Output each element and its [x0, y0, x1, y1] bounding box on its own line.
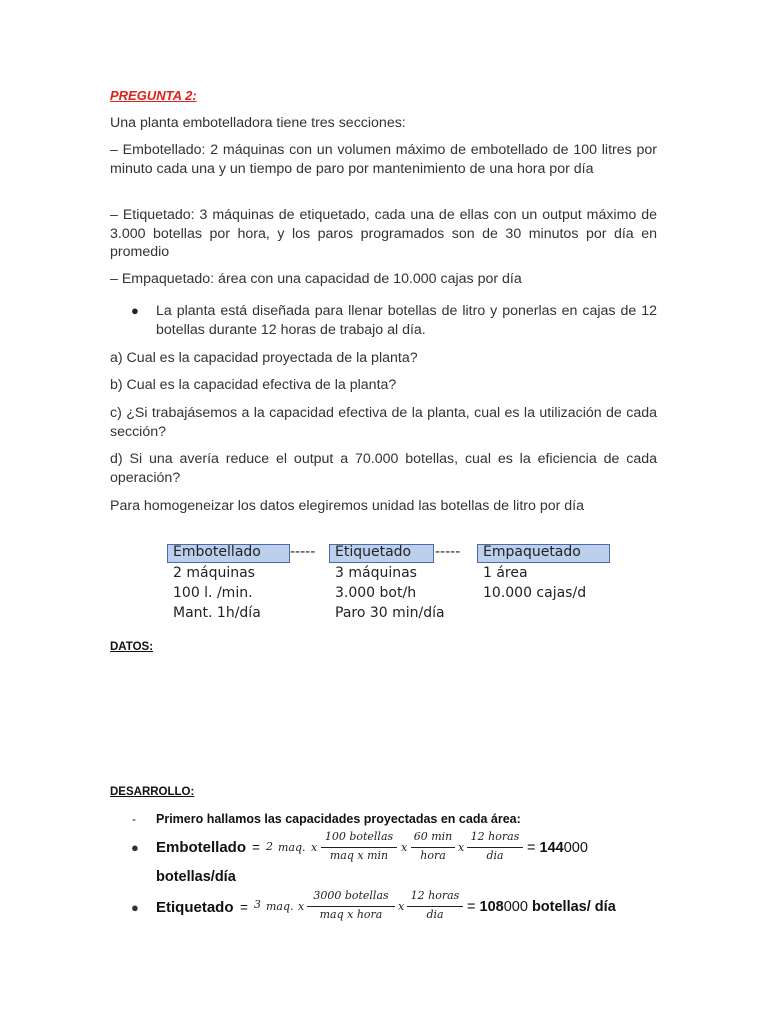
- times-sign: x: [398, 900, 405, 913]
- unit-maq: maq.: [278, 841, 306, 854]
- header-empaquetado: Empaquetado: [483, 544, 581, 560]
- fraction-bar: [407, 906, 463, 907]
- question-c: c) ¿Si trabajásemos a la capacidad efectiva de la planta, cual es la utilización de cada sección?: [110, 405, 657, 440]
- cell: 2 máquinas: [173, 565, 255, 581]
- cell: Mant. 1h/día: [173, 605, 261, 621]
- fraction-numerator: 100 botellas: [324, 830, 394, 843]
- fraction-numerator: 60 min: [413, 830, 453, 843]
- fraction-bar: [467, 847, 523, 848]
- fraction-denominator: maq x min: [329, 849, 389, 862]
- cell: 10.000 cajas/d: [483, 585, 587, 601]
- question-b: b) Cual es la capacidad efectiva de la planta?: [110, 377, 397, 393]
- cell: 3.000 bot/h: [335, 585, 417, 601]
- section-empaquetado-text: – Empaquetado: área con una capacidad de 10.000 cajas por día: [110, 271, 522, 287]
- fraction-bar: [411, 847, 455, 848]
- bullet-icon: ●: [131, 900, 139, 915]
- coef: 2: [266, 840, 273, 853]
- fraction-numerator: 12 horas: [410, 889, 460, 902]
- question-d: d) Si una avería reduce el output a 70.000 botellas, cual es la eficiencia de cada operación?: [110, 451, 657, 486]
- fraction-hours-per-day: [467, 830, 523, 866]
- header-embotellado: Embotellado: [173, 544, 261, 560]
- emb-result-unit: botellas/día: [156, 869, 236, 885]
- desarrollo-heading: DESARROLLO:: [110, 786, 195, 798]
- bullet-text: La planta está diseñada para llenar botellas de litro y ponerlas en cajas de 12 botellas durante 12 horas de trabajo al día.: [156, 303, 657, 338]
- bullet-icon: ●: [131, 303, 139, 318]
- question-title: PREGUNTA 2:: [110, 88, 197, 103]
- bullet-icon: ●: [131, 840, 139, 855]
- fraction-bottles-per-hour: [307, 889, 395, 925]
- fraction-numerator: 3000 botellas: [313, 889, 389, 902]
- cell: Paro 30 min/día: [335, 605, 445, 621]
- cell: 3 máquinas: [335, 565, 417, 581]
- datos-heading: DATOS:: [110, 641, 154, 653]
- cell: 100 l. /min.: [173, 585, 253, 601]
- times-sign: x: [458, 841, 465, 854]
- eti-result: = 108000 botellas/ día: [467, 899, 616, 915]
- fraction-denominator: maq x hora: [319, 908, 383, 921]
- section-etiquetado-text: – Etiquetado: 3 máquinas de etiquetado, cada una de ellas con un output máximo de 3.000 botellas por hora, y los paros programados son de 30 minutos por día en promedio: [110, 207, 657, 260]
- times-sign: x: [311, 841, 318, 854]
- fraction-denominator: dia: [426, 908, 444, 921]
- fraction-bottles-per-min: [321, 830, 397, 866]
- emb-result: = 144000: [527, 840, 588, 856]
- intro-text: Una planta embotelladora tiene tres secciones:: [110, 115, 406, 131]
- fraction-min-per-hour: [411, 830, 455, 866]
- fraction-hours-per-day: [407, 889, 463, 925]
- unit-maq: maq.: [266, 900, 294, 913]
- process-diagram: [167, 542, 627, 632]
- header-etiquetado: Etiquetado: [335, 544, 412, 560]
- fraction-bar: [307, 906, 395, 907]
- emb-label: Embotellado: [156, 839, 247, 856]
- intro-marker: -: [132, 812, 136, 826]
- equals-sign: =: [240, 900, 248, 915]
- cell: 1 área: [483, 565, 528, 581]
- equals-sign: =: [252, 840, 260, 855]
- fraction-denominator: dia: [486, 849, 504, 862]
- connector-dash: -----: [435, 544, 461, 560]
- desarrollo-intro: Primero hallamos las capacidades proyectadas en cada área:: [156, 812, 521, 826]
- fraction-numerator: 12 horas: [470, 830, 520, 843]
- times-sign: x: [298, 900, 305, 913]
- question-a: a) Cual es la capacidad proyectada de la planta?: [110, 350, 418, 366]
- coef: 3: [254, 898, 261, 911]
- fraction-bar: [321, 847, 397, 848]
- times-sign: x: [401, 841, 408, 854]
- connector-dash: -----: [290, 544, 316, 560]
- eti-label: Etiquetado: [156, 899, 234, 916]
- homogenize-text: Para homogeneizar los datos elegiremos unidad las botellas de litro por día: [110, 498, 584, 514]
- section-embotellado-text: – Embotellado: 2 máquinas con un volumen máximo de embotellado de 100 litres por minuto cada una y un tiempo de paro por mantenimiento de una hora por día: [110, 142, 657, 177]
- fraction-denominator: hora: [420, 849, 446, 862]
